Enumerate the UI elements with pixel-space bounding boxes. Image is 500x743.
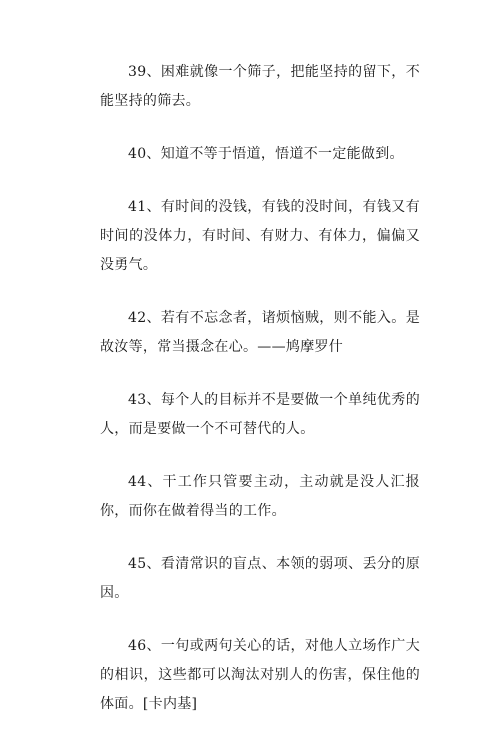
quote-39: 39、困难就像一个筛子，把能坚持的留下，不能坚持的筛去。 [100, 64, 420, 109]
quote-43: 43、每个人的目标并不是要做一个单纯优秀的人，而是要做一个不可替代的人。 [100, 392, 420, 437]
quote-40: 40、知道不等于悟道，悟道不一定能做到。 [128, 146, 404, 162]
quote-46: 46、一句或两句关心的话，对他人立场作广大的相识，这些都可以淘汰对别人的伤害，保住他的体面。[卡内基] [100, 638, 420, 712]
quote-44: 44、干工作只管要主动，主动就是没人汇报你，而你在做着得当的工作。 [100, 474, 420, 519]
quote-list [100, 58, 420, 743]
quote-41: 41、有时间的没钱，有钱的没时间，有钱又有时间的没体力，有时间、有财力、有体力，偏偏又没勇气。 [100, 199, 420, 273]
quote-45: 45、看清常识的盲点、本领的弱项、丢分的原因。 [100, 556, 420, 601]
quote-42: 42、若有不忘念者，诸烦恼贼，则不能入。是故汝等，常当摄念在心。——鸠摩罗什 [100, 310, 420, 355]
